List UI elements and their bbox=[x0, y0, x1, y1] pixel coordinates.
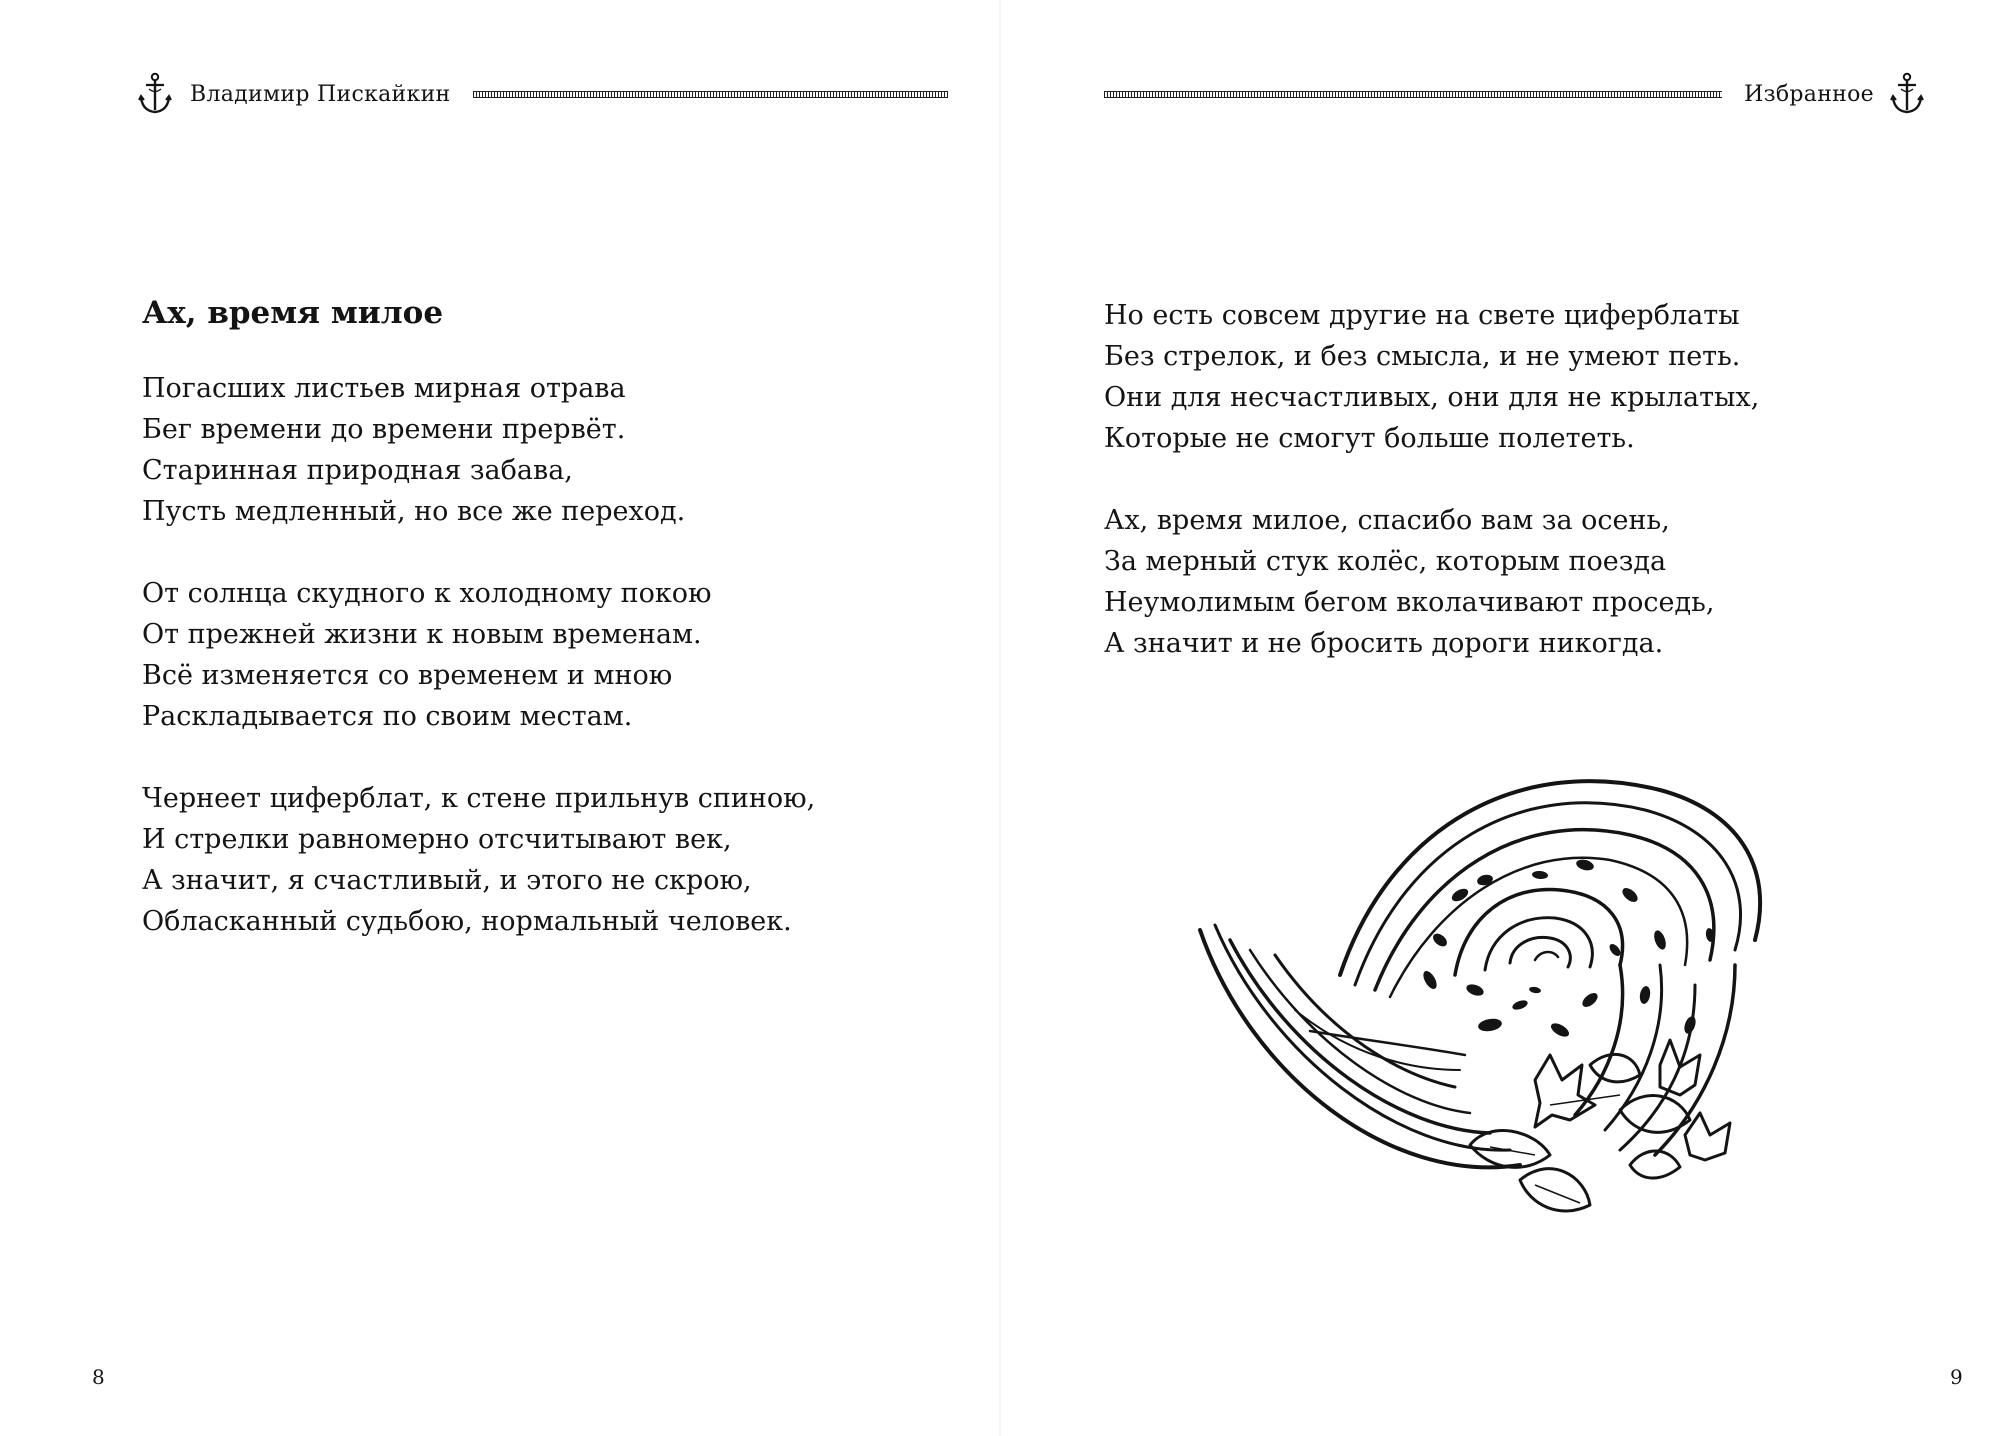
poem-line: Старинная природная забава, bbox=[142, 455, 573, 486]
running-head-left bbox=[138, 70, 958, 118]
poem-line: А значит и не бросить дороги никогда. bbox=[1104, 628, 1664, 659]
anchor-icon bbox=[1890, 72, 1924, 116]
poem-line: И стрелки равномерно отсчитывают век, bbox=[142, 824, 732, 855]
poem-line: От солнца скудного к холодному покою bbox=[142, 578, 712, 609]
poem-line: За мерный стук колёс, которым поезда bbox=[1104, 546, 1667, 577]
poem-line: Без стрелок, и без смысла, и не умеют петь. bbox=[1104, 341, 1741, 372]
poem-line: Раскладывается по своим местам. bbox=[142, 701, 633, 732]
anchor-icon bbox=[138, 72, 172, 116]
poem-line: Пусть медленный, но все же переход. bbox=[142, 496, 686, 527]
author-name: Владимир Пискайкин bbox=[190, 81, 451, 107]
poem-stanzas-left bbox=[142, 368, 815, 983]
poem-line: Всё изменяется со временем и мною bbox=[142, 660, 673, 691]
page-number-right: 9 bbox=[1950, 1365, 1963, 1389]
poem-line: От прежней жизни к новым временам. bbox=[142, 619, 702, 650]
poem-line: Которые не смогут больше полететь. bbox=[1104, 423, 1635, 454]
poem-line: Обласканный судьбою, нормальный человек. bbox=[142, 906, 792, 937]
poem-line: Ах, время милое, спасибо вам за осень, bbox=[1104, 505, 1670, 536]
poem-line: А значит, я счастливый, и этого не скрою, bbox=[142, 865, 752, 896]
stanza bbox=[1104, 500, 1759, 664]
stanza bbox=[142, 778, 815, 942]
poem-line: Погасших листьев мирная отрава bbox=[142, 373, 626, 404]
poem-line: Чернеет циферблат, к стене прильнув спиною, bbox=[142, 783, 816, 814]
stanza bbox=[142, 573, 815, 737]
poem-title: Ах, время милое bbox=[142, 295, 444, 331]
stanza bbox=[1104, 295, 1759, 459]
leaf-whirlwind-drawing bbox=[1190, 735, 1780, 1255]
header-rule bbox=[473, 91, 949, 98]
poem-line: Они для несчастливых, они для не крылатых, bbox=[1104, 382, 1760, 413]
book-title: Избранное bbox=[1744, 81, 1874, 107]
stanza bbox=[142, 368, 815, 532]
poem-stanzas-right bbox=[1104, 295, 1759, 705]
header-rule bbox=[1104, 91, 1722, 98]
page-number-left: 8 bbox=[92, 1365, 105, 1389]
poem-line: Бег времени до времени прервёт. bbox=[142, 414, 626, 445]
running-head-right bbox=[1104, 70, 1924, 118]
poem-line: Неумолимым бегом вколачивают проседь, bbox=[1104, 587, 1715, 618]
right-page bbox=[1000, 0, 2000, 1436]
poem-line: Но есть совсем другие на свете циферблаты bbox=[1104, 300, 1740, 331]
